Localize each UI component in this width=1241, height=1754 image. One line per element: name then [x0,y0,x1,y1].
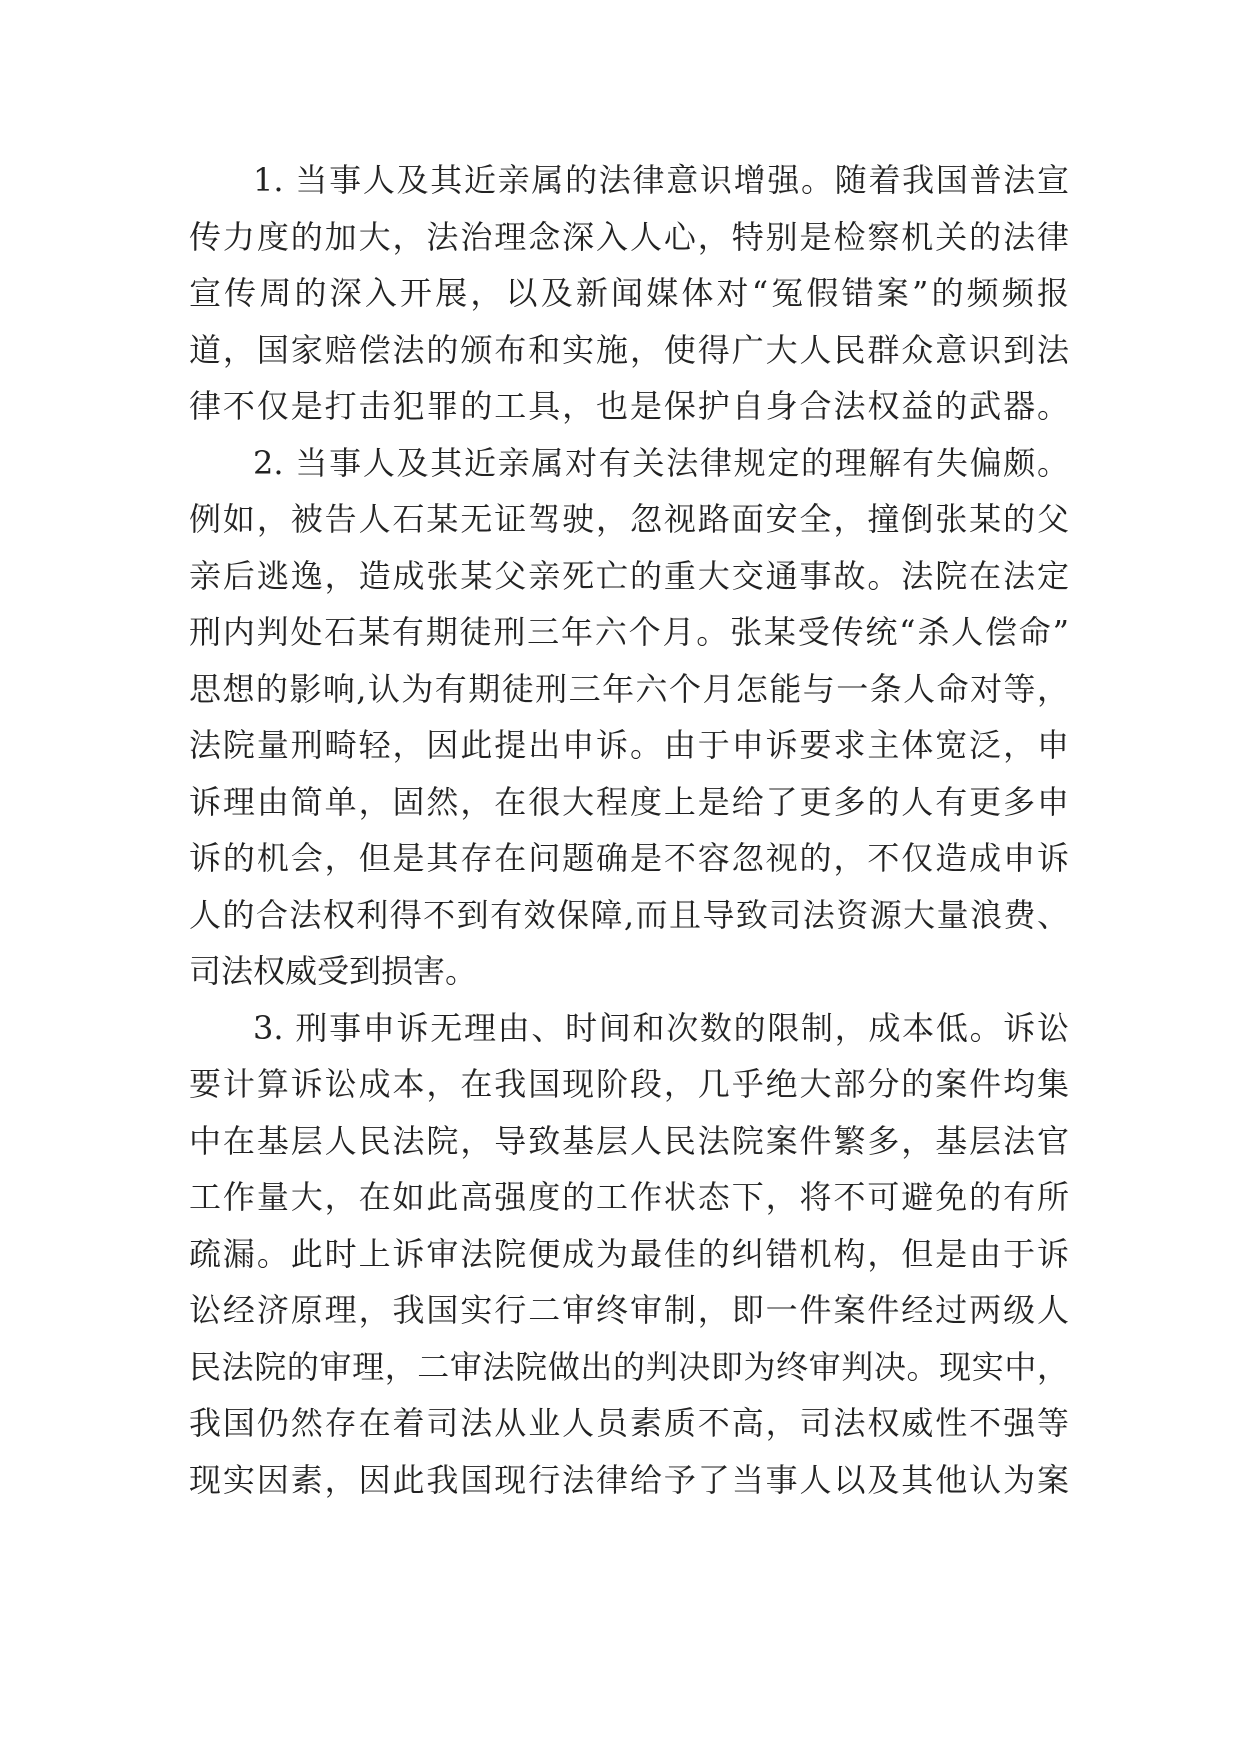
document-body [189,152,1069,1508]
text-line: 中在基层人民法院，导致基层人民法院案件繁多，基层法官 [189,1121,1069,1160]
text-line: 现实因素，因此我国现行法律给予了当事人以及其他认为案 [189,1460,1069,1499]
text-line: 刑内判处石某有期徒刑三年六个月。张某受传统“杀人偿命” [189,613,1069,651]
text-line: 1. 当事人及其近亲属的法律意识增强。随着我国普法宣 [253,161,1069,199]
text-line: 诉的机会，但是其存在问题确是不容忽视的，不仅造成申诉 [189,839,1069,877]
text-line: 法院量刑畸轻，因此提出申诉。由于申诉要求主体宽泛，申 [189,726,1069,764]
text-line: 要计算诉讼成本，在我国现阶段，几乎绝大部分的案件均集 [189,1065,1069,1103]
text-line: 2. 当事人及其近亲属对有关法律规定的理解有失偏颇。 [253,443,1069,482]
text-line: 传力度的加大，法治理念深入人心，特别是检察机关的法律 [189,217,1069,256]
text-line: 人的合法权利得不到有效保障,而且导致司法资源大量浪费、 [189,895,1069,934]
text-line: 3. 刑事申诉无理由、时间和次数的限制，成本低。诉讼 [253,1008,1069,1047]
text-line: 讼经济原理，我国实行二审终审制，即一件案件经过两级人 [189,1291,1069,1329]
text-line: 道，国家赔偿法的颁布和实施，使得广大人民群众意识到法 [189,330,1069,369]
text-line: 疏漏。此时上诉审法院便成为最佳的纠错机构，但是由于诉 [189,1234,1069,1273]
text-line: 民法院的审理，二审法院做出的判决即为终审判决。现实中， [189,1347,1069,1386]
text-line: 诉理由简单，固然，在很大程度上是给了更多的人有更多申 [189,782,1069,821]
text-line: 律不仅是打击犯罪的工具，也是保护自身合法权益的武器。 [189,387,1069,425]
text-line: 亲后逃逸，造成张某父亲死亡的重大交通事故。法院在法定 [189,556,1069,595]
text-line: 工作量大，在如此高强度的工作状态下，将不可避免的有所 [189,1178,1069,1216]
text-line: 思想的影响,认为有期徒刑三年六个月怎能与一条人命对等， [189,669,1069,708]
text-line: 宣传周的深入开展，以及新闻媒体对“冤假错案”的频频报 [189,274,1069,312]
text-line: 例如，被告人石某无证驾驶，忽视路面安全，撞倒张某的父 [189,500,1069,538]
text-line: 司法权威受到损害。 [189,952,478,990]
text-line: 我国仍然存在着司法从业人员素质不高，司法权威性不强等 [189,1404,1069,1442]
